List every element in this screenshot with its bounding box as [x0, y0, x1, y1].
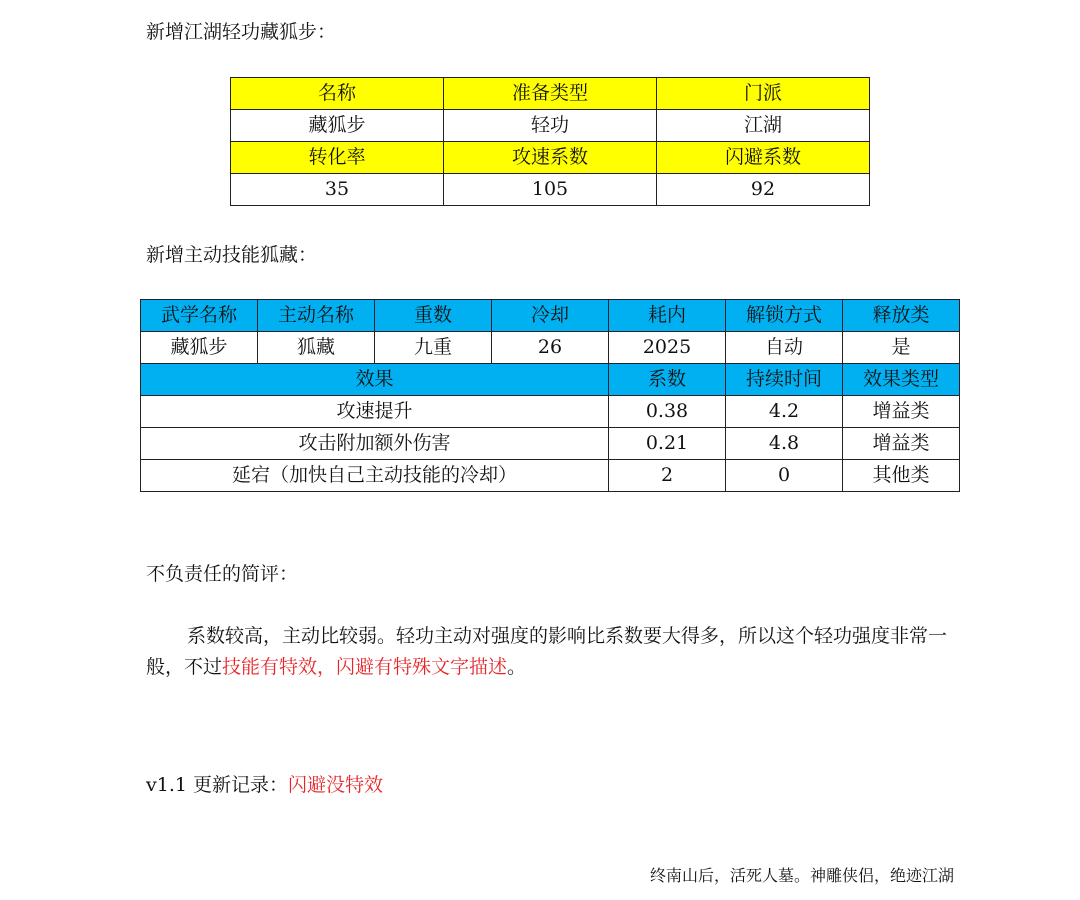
table-cell: 是: [843, 332, 960, 364]
table-cell: 狐藏: [258, 332, 375, 364]
table-header-cell: 武学名称: [141, 300, 258, 332]
review-text-end: 。: [507, 656, 527, 678]
table-header-cell: 门派: [657, 78, 870, 110]
footer-signature: 终南山后，活死人墓。神雕侠侣，绝迹江湖: [649, 866, 954, 885]
table-cell: 其他类: [843, 460, 960, 492]
table-cell: 九重: [375, 332, 492, 364]
table-header-row: [141, 300, 960, 332]
table-header-cell: 重数: [375, 300, 492, 332]
table-row: [141, 396, 960, 428]
table-header-cell: 持续时间: [726, 364, 843, 396]
table-header-cell: 名称: [231, 78, 444, 110]
changelog-label: v1.1 更新记录：: [146, 774, 288, 796]
table-cell: 江湖: [657, 110, 870, 142]
table-cell: 延宕（加快自己主动技能的冷却）: [141, 460, 609, 492]
section-heading-qinggong: 新增江湖轻功藏狐步：: [146, 21, 337, 43]
table-cell: 增益类: [843, 396, 960, 428]
table-cell: 4.8: [726, 428, 843, 460]
table-row: [231, 110, 870, 142]
table-header-cell: 冷却: [492, 300, 609, 332]
table-header-row: [231, 142, 870, 174]
table-header-cell: 转化率: [231, 142, 444, 174]
table-row: [141, 332, 960, 364]
table-cell: 4.2: [726, 396, 843, 428]
table-header-cell: 系数: [609, 364, 726, 396]
table-header-cell: 准备类型: [444, 78, 657, 110]
table-cell: 2: [609, 460, 726, 492]
table-header-row: [231, 78, 870, 110]
qinggong-table: [230, 77, 870, 206]
table-cell: 攻击附加额外伤害: [141, 428, 609, 460]
table-cell: 增益类: [843, 428, 960, 460]
table-header-cell: 效果: [141, 364, 609, 396]
changelog: [146, 773, 383, 797]
table-cell: 105: [444, 174, 657, 206]
review-heading: 不负责任的简评：: [146, 563, 299, 585]
active-skill-table: [140, 299, 960, 492]
table-header-cell: 效果类型: [843, 364, 960, 396]
table-cell: 92: [657, 174, 870, 206]
table-header-cell: 闪避系数: [657, 142, 870, 174]
table-cell: 自动: [726, 332, 843, 364]
changelog-note: 闪避没特效: [288, 774, 384, 796]
table-row: [141, 460, 960, 492]
table-cell: 2025: [609, 332, 726, 364]
table-cell: 藏狐步: [141, 332, 258, 364]
table-cell: 0: [726, 460, 843, 492]
table-header-cell: 解锁方式: [726, 300, 843, 332]
table-row: [231, 174, 870, 206]
table-header-row: [141, 364, 960, 396]
review-text: 系数较高，主动比较弱。轻功主动对强度的影响比系数要大得多，所以这个轻功强度非常一般，不过: [146, 625, 948, 678]
section-heading-skill: 新增主动技能狐藏：: [146, 244, 318, 266]
review-highlight: 技能有特效，闪避有特殊文字描述: [222, 656, 508, 678]
table-header-cell: 释放类: [843, 300, 960, 332]
review-paragraph: [146, 621, 961, 683]
table-cell: 攻速提升: [141, 396, 609, 428]
table-cell: 0.21: [609, 428, 726, 460]
table-cell: 藏狐步: [231, 110, 444, 142]
table-row: [141, 428, 960, 460]
table-header-cell: 耗内: [609, 300, 726, 332]
table-cell: 0.38: [609, 396, 726, 428]
table-header-cell: 主动名称: [258, 300, 375, 332]
table-cell: 35: [231, 174, 444, 206]
table-cell: 26: [492, 332, 609, 364]
table-cell: 轻功: [444, 110, 657, 142]
table-header-cell: 攻速系数: [444, 142, 657, 174]
